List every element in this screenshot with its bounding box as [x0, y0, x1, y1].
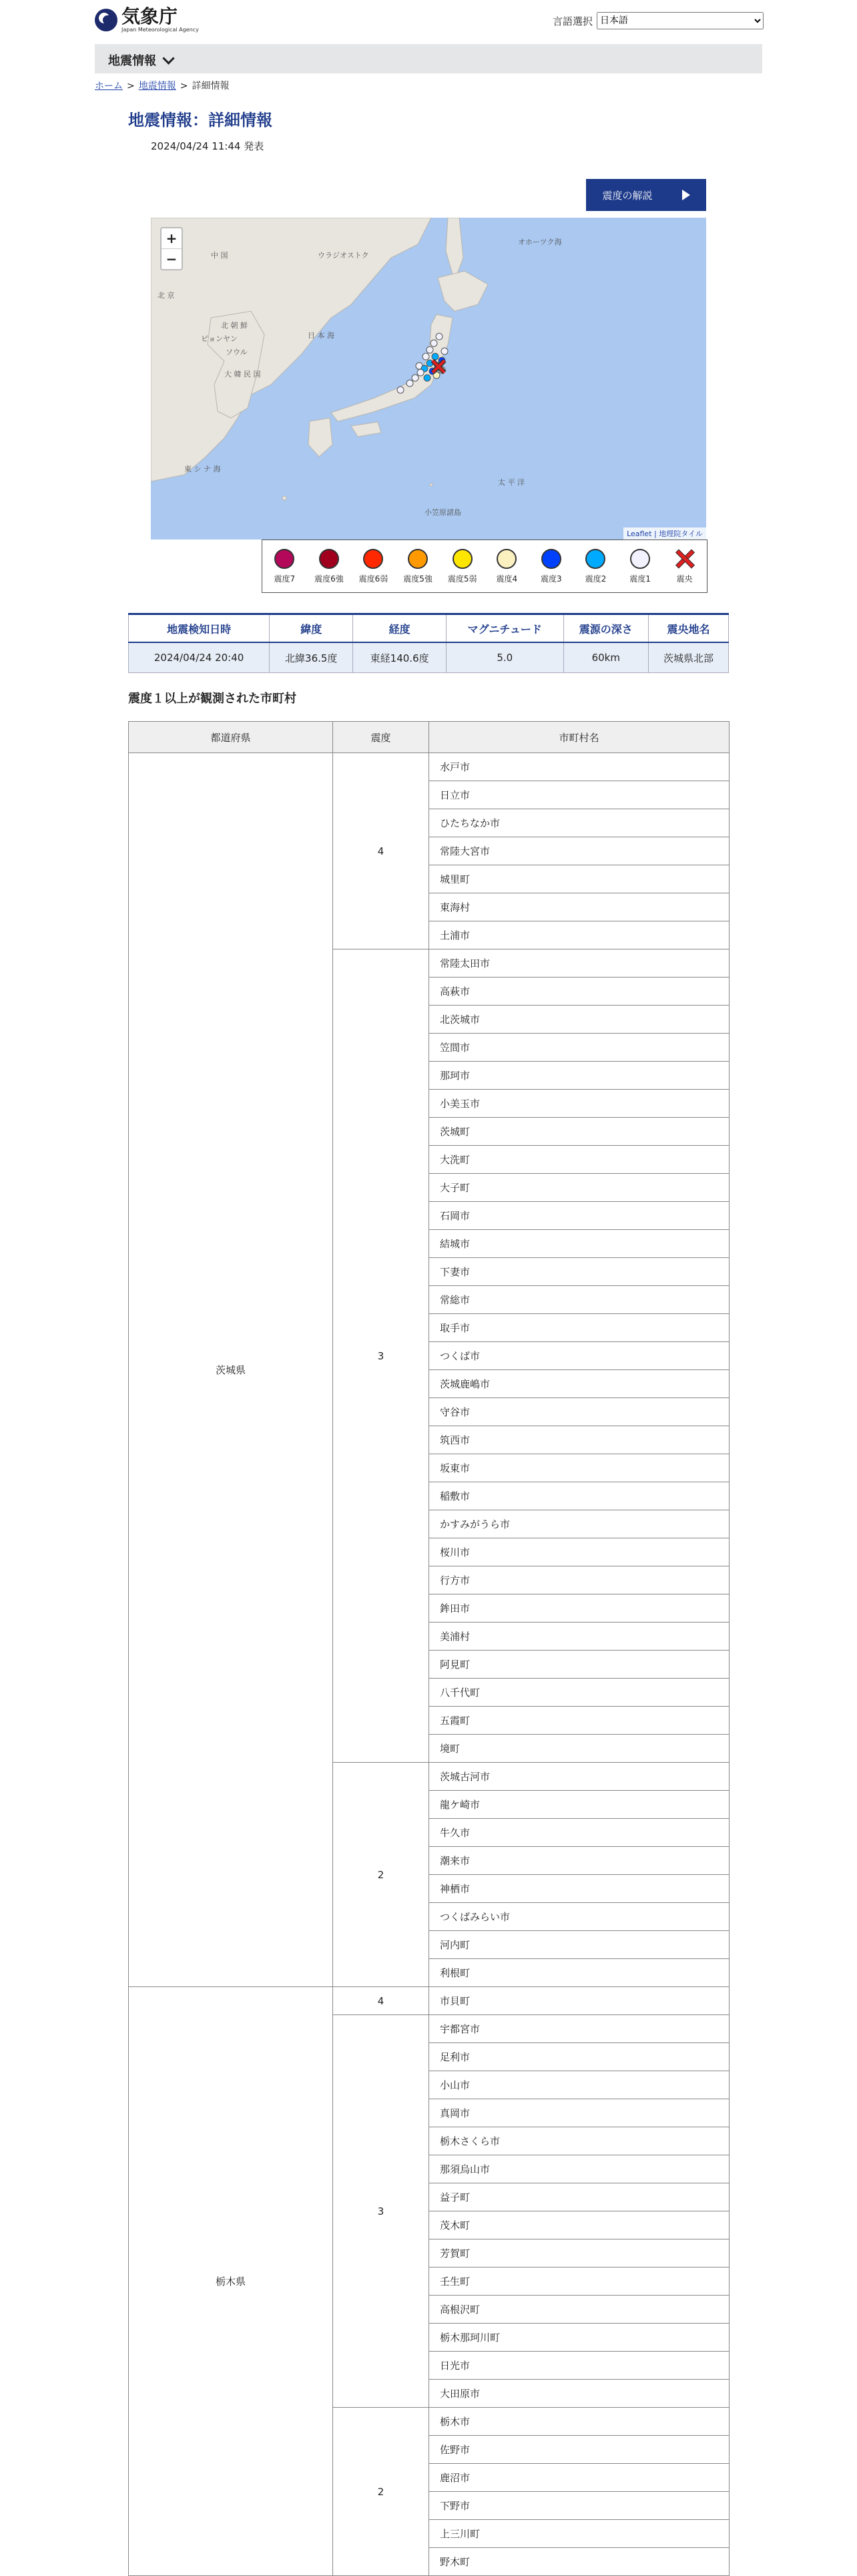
city-cell: 壬生町: [429, 2268, 730, 2296]
city-cell: 日光市: [429, 2352, 730, 2380]
city-cell: 大洗町: [429, 1146, 730, 1174]
summary-longitude: 東経140.6度: [353, 642, 447, 673]
legend-item: [308, 549, 350, 584]
global-nav: [95, 44, 762, 73]
legend-label: 震度5弱: [447, 574, 477, 584]
summary-header: 地震検知日時: [129, 614, 270, 643]
intensity-cell: 2: [333, 1763, 429, 1987]
city-cell: 北茨城市: [429, 1006, 730, 1034]
earthquake-map[interactable]: [151, 218, 706, 540]
logo-subtitle: Japan Meteorological Agency: [121, 27, 199, 33]
detail-header: 都道府県: [129, 722, 333, 753]
intensity-color-swatch: [541, 549, 561, 569]
summary-header: 震源の深さ: [563, 614, 649, 643]
city-cell: 八千代町: [429, 1679, 730, 1707]
city-cell: 坂東市: [429, 1454, 730, 1482]
map-label: ウラジオストク: [318, 251, 369, 260]
city-cell: 取手市: [429, 1314, 730, 1342]
legend-label: 震度3: [541, 574, 562, 584]
city-cell: 小山市: [429, 2071, 730, 2099]
legend-label: 震央: [676, 574, 693, 584]
map-label: 日 本 海: [308, 331, 334, 340]
legend-label: 震度7: [274, 574, 296, 584]
map-attribution[interactable]: Leaflet | 地理院タイル: [623, 527, 706, 540]
earthquake-summary-table: [128, 613, 729, 673]
city-cell: 境町: [429, 1735, 730, 1763]
explain-button-label: 震度の解説: [602, 189, 653, 202]
intensity-cell: 3: [333, 949, 429, 1763]
table-row: [129, 1987, 730, 2015]
city-cell: 笠間市: [429, 1034, 730, 1062]
intensity-color-swatch: [453, 549, 473, 569]
intensity-color-swatch: [497, 549, 517, 569]
city-cell: 益子町: [429, 2183, 730, 2211]
city-cell: 栃木さくら市: [429, 2127, 730, 2155]
breadcrumb-current: 詳細情報: [192, 81, 230, 91]
city-cell: 阿見町: [429, 1651, 730, 1679]
summary-header: 経度: [353, 614, 447, 643]
city-cell: 利根町: [429, 1959, 730, 1987]
city-cell: 大田原市: [429, 2380, 730, 2408]
legend-item: [486, 549, 527, 584]
breadcrumb-earthquake[interactable]: 地震情報: [138, 81, 176, 91]
city-cell: 龍ケ崎市: [429, 1791, 730, 1819]
zoom-control: [160, 227, 183, 270]
city-cell: つくば市: [429, 1342, 730, 1370]
prefecture-cell: 栃木県: [129, 1987, 333, 2576]
city-cell: 筑西市: [429, 1426, 730, 1454]
city-cell: 鹿沼市: [429, 2464, 730, 2492]
city-cell: 高萩市: [429, 978, 730, 1006]
city-cell: 守谷市: [429, 1398, 730, 1426]
city-cell: 日立市: [429, 781, 730, 809]
breadcrumb: ホーム > 地震情報 > 詳細情報: [95, 81, 230, 91]
city-cell: ひたちなか市: [429, 809, 730, 837]
city-cell: 桜川市: [429, 1538, 730, 1566]
intensity-detail-table: [128, 721, 730, 2576]
legend-label: 震度6弱: [358, 574, 388, 584]
city-cell: 芳賀町: [429, 2239, 730, 2268]
city-cell: 栃木那珂川町: [429, 2324, 730, 2352]
nav-menu-earthquake[interactable]: [108, 51, 173, 69]
map-label: 小笠原諸島: [424, 508, 461, 517]
chevron-down-icon: [162, 52, 174, 64]
legend-label: 震度5強: [403, 574, 433, 584]
city-cell: 東海村: [429, 893, 730, 921]
language-select[interactable]: [597, 12, 764, 29]
city-cell: 茨城古河市: [429, 1763, 730, 1791]
intensity-explanation-button[interactable]: [586, 179, 706, 211]
city-cell: 茨城町: [429, 1118, 730, 1146]
section-title: 震度１以上が観測された市町村: [128, 692, 296, 706]
city-cell: 下野市: [429, 2492, 730, 2520]
legend-item: [397, 549, 439, 584]
legend-item: [531, 549, 572, 584]
issued-time: 2024/04/24 11:44 発表: [151, 140, 264, 152]
city-cell: つくばみらい市: [429, 1903, 730, 1931]
breadcrumb-home[interactable]: ホーム: [95, 81, 123, 91]
city-cell: 那珂市: [429, 1062, 730, 1090]
intensity-cell: 2: [333, 2408, 429, 2576]
legend-label: 震度1: [629, 574, 651, 584]
prefecture-cell: 茨城県: [129, 753, 333, 1987]
jma-logo-icon: [95, 9, 117, 31]
map-label: オホーツク海: [518, 238, 562, 246]
legend-item: [442, 549, 483, 584]
intensity-cell: 4: [333, 753, 429, 949]
city-cell: 栃木市: [429, 2408, 730, 2436]
intensity-cell: 3: [333, 2015, 429, 2408]
city-cell: 城里町: [429, 865, 730, 893]
page-title: 地震情報：詳細情報: [128, 111, 272, 130]
city-cell: 行方市: [429, 1566, 730, 1594]
table-row: [129, 753, 730, 781]
city-cell: 結城市: [429, 1230, 730, 1258]
map-label: 東 シ ナ 海: [184, 465, 221, 473]
intensity-color-swatch: [274, 549, 294, 569]
map-canvas: [151, 218, 706, 540]
city-cell: 石岡市: [429, 1202, 730, 1230]
intensity-cell: 4: [333, 1987, 429, 2015]
summary-epicenter: 茨城県北部: [649, 642, 729, 673]
summary-datetime: 2024/04/24 20:40: [129, 642, 270, 673]
city-cell: 常総市: [429, 1286, 730, 1314]
detail-header: 市町村名: [429, 722, 730, 753]
summary-magnitude: 5.0: [447, 642, 563, 673]
map-label: 中 国: [211, 251, 228, 260]
city-cell: 鉾田市: [429, 1594, 730, 1623]
summary-depth: 60km: [563, 642, 649, 673]
city-cell: 佐野市: [429, 2436, 730, 2464]
legend-item: [575, 549, 616, 584]
intensity-color-swatch: [630, 549, 650, 569]
city-cell: 足利市: [429, 2043, 730, 2071]
intensity-legend: [262, 540, 707, 593]
legend-item: [352, 549, 394, 584]
map-label: 北 京: [158, 291, 175, 300]
legend-item: [619, 549, 661, 584]
city-cell: 茨城鹿嶋市: [429, 1370, 730, 1398]
logo-title: 気象庁: [121, 5, 178, 27]
summary-header: 震央地名: [649, 614, 729, 643]
city-cell: 宇都宮市: [429, 2015, 730, 2043]
legend-label: 震度4: [496, 574, 518, 584]
language-selector: [553, 12, 764, 29]
city-cell: 小美玉市: [429, 1090, 730, 1118]
nav-menu-label: 地震情報: [108, 54, 156, 68]
summary-header: マグニチュード: [447, 614, 563, 643]
city-cell: 常陸大宮市: [429, 837, 730, 865]
play-arrow-icon: [682, 190, 690, 200]
zoom-in-button[interactable]: +: [166, 230, 178, 246]
intensity-color-swatch: [319, 549, 339, 569]
legend-item: [664, 549, 705, 584]
city-cell: 那須烏山市: [429, 2155, 730, 2183]
detail-header: 震度: [333, 722, 429, 753]
city-cell: 五霞町: [429, 1707, 730, 1735]
map-label: 太 平 洋: [498, 478, 525, 487]
intensity-color-swatch: [408, 549, 428, 569]
summary-row: [129, 642, 729, 673]
summary-latitude: 北緯36.5度: [270, 642, 353, 673]
intensity-color-swatch: [585, 549, 605, 569]
map-label: 大 韓 民 国: [224, 370, 261, 379]
legend-label: 震度6強: [314, 574, 344, 584]
legend-label: 震度2: [585, 574, 607, 584]
zoom-out-button[interactable]: −: [162, 248, 182, 269]
language-label: 言語選択: [552, 15, 593, 27]
city-cell: 下妻市: [429, 1258, 730, 1286]
city-cell: 潮来市: [429, 1847, 730, 1875]
map-label: 北 朝 鮮: [221, 321, 248, 330]
summary-header: 緯度: [270, 614, 353, 643]
jma-logo[interactable]: [95, 7, 199, 33]
city-cell: 真岡市: [429, 2099, 730, 2127]
city-cell: 茂木町: [429, 2211, 730, 2239]
city-cell: 土浦市: [429, 921, 730, 949]
city-cell: 高根沢町: [429, 2296, 730, 2324]
city-cell: 美浦村: [429, 1623, 730, 1651]
legend-item: [264, 549, 305, 584]
city-cell: 稲敷市: [429, 1482, 730, 1510]
map-label: ピョンヤン: [201, 335, 238, 343]
city-cell: かすみがうら市: [429, 1510, 730, 1538]
city-cell: 河内町: [429, 1931, 730, 1959]
map-label: ソウル: [226, 348, 248, 357]
city-cell: 上三川町: [429, 2520, 730, 2548]
city-cell: 野木町: [429, 2548, 730, 2576]
epicenter-x-icon: [675, 549, 695, 569]
intensity-color-swatch: [363, 549, 383, 569]
city-cell: 神栖市: [429, 1875, 730, 1903]
city-cell: 常陸太田市: [429, 949, 730, 978]
city-cell: 大子町: [429, 1174, 730, 1202]
city-cell: 市貝町: [429, 1987, 730, 2015]
city-cell: 水戸市: [429, 753, 730, 781]
city-cell: 牛久市: [429, 1819, 730, 1847]
